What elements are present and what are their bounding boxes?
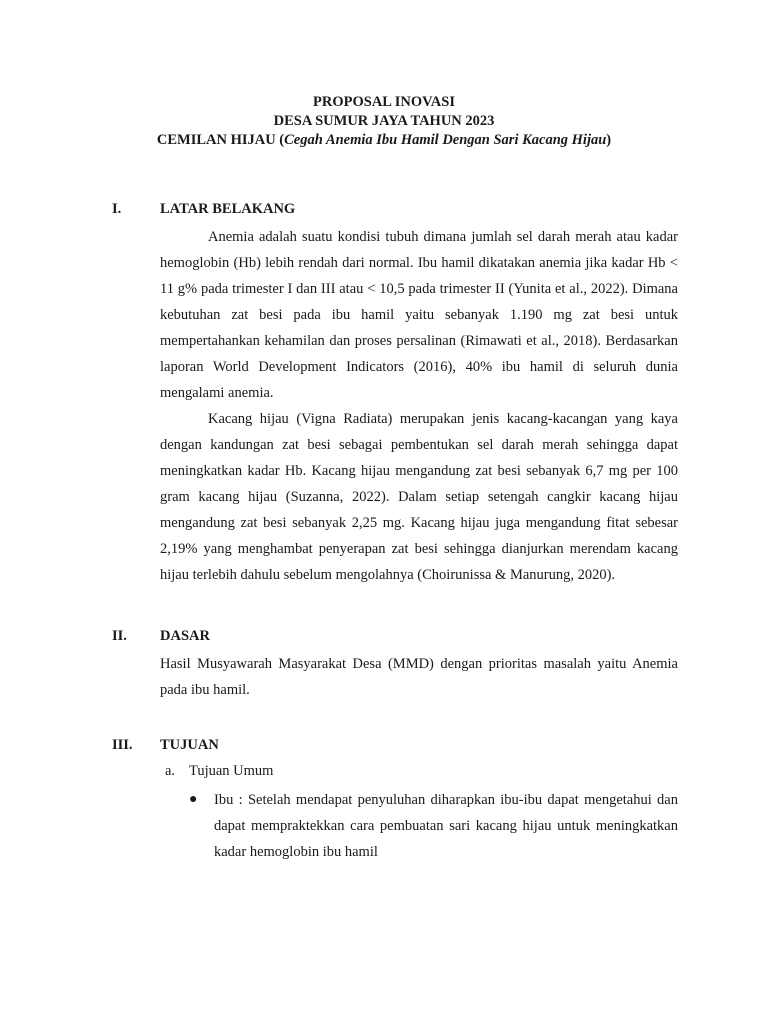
section-1-paragraph-2: Kacang hijau (Vigna Radiata) merupakan jenis kacang-kacangan yang kaya dengan kandungan zat besi sebagai pembentukan sel darah merah sehingga dapat meningkatkan kadar Hb. Kacang hijau mengandung zat besi sebanyak 6,7 mg per 100 gram kacang hijau (Suzanna, 2022). Dalam setiap setengah cangkir kacang hijau mengandung zat besi sebanyak 2,25 mg. Kacang hijau juga mengandung fitat sebesar 2,19% yang menghambat penyerapan zat besi sehingga dianjurkan merendam kacang hijau terlebih dahulu sebelum mengolahnya (Choirunissa & Manurung, 2020). bbox=[160, 411, 678, 583]
document-title-line3 bbox=[0, 131, 768, 149]
section-2-paragraph: Hasil Musyawarah Masyarakat Desa (MMD) dengan prioritas masalah yaitu Anemia pada ibu hamil. bbox=[160, 656, 678, 698]
section-2-heading: DASAR bbox=[160, 628, 210, 644]
section-1-paragraph-1: Anemia adalah suatu kondisi tubuh dimana jumlah sel darah merah atau kadar hemoglobin (Hb) lebih rendah dari normal. Ibu hamil dikatakan anemia jika kadar Hb < 11 g% pada trimester I dan III atau < 10,5 pada trimester II (Yunita et al., 2022). Dimana kebutuhan zat besi pada ibu hamil yaitu sebanyak 1.190 mg zat besi untuk mempertahankan kehamilan dan proses persalinan (Rimawati et al., 2018). Berdasarkan laporan World Development Indicators (2016), 40% ibu hamil di seluruh dunia mengalami anemia. bbox=[160, 229, 678, 401]
section-3-bullet-text: Ibu : Setelah mendapat penyuluhan diharapkan ibu-ibu dapat mengetahui dan dapat mempraktekkan cara pembuatan sari kacang hijau untuk meningkatkan kadar hemoglobin ibu hamil bbox=[214, 792, 678, 860]
section-1-heading: LATAR BELAKANG bbox=[160, 201, 296, 217]
section-2-number: II. bbox=[112, 628, 127, 644]
document-title-line2: DESA SUMUR JAYA TAHUN 2023 bbox=[273, 113, 495, 129]
section-3-heading: TUJUAN bbox=[160, 737, 219, 753]
title-line3-italic: Cegah Anemia Ibu Hamil Dengan Sari Kacang Hijau bbox=[284, 132, 607, 148]
section-1-number: I. bbox=[112, 201, 122, 217]
section-3-sub-heading: Tujuan Umum bbox=[189, 763, 274, 779]
bullet-dot-icon: ● bbox=[189, 792, 198, 807]
document-title-line1: PROPOSAL INOVASI bbox=[313, 94, 455, 110]
title-line3-prefix: CEMILAN HIJAU ( bbox=[156, 132, 285, 148]
title-line3-suffix: ) bbox=[606, 132, 612, 148]
section-3-number: III. bbox=[112, 737, 133, 753]
section-3-sub-label: a. bbox=[165, 763, 176, 779]
